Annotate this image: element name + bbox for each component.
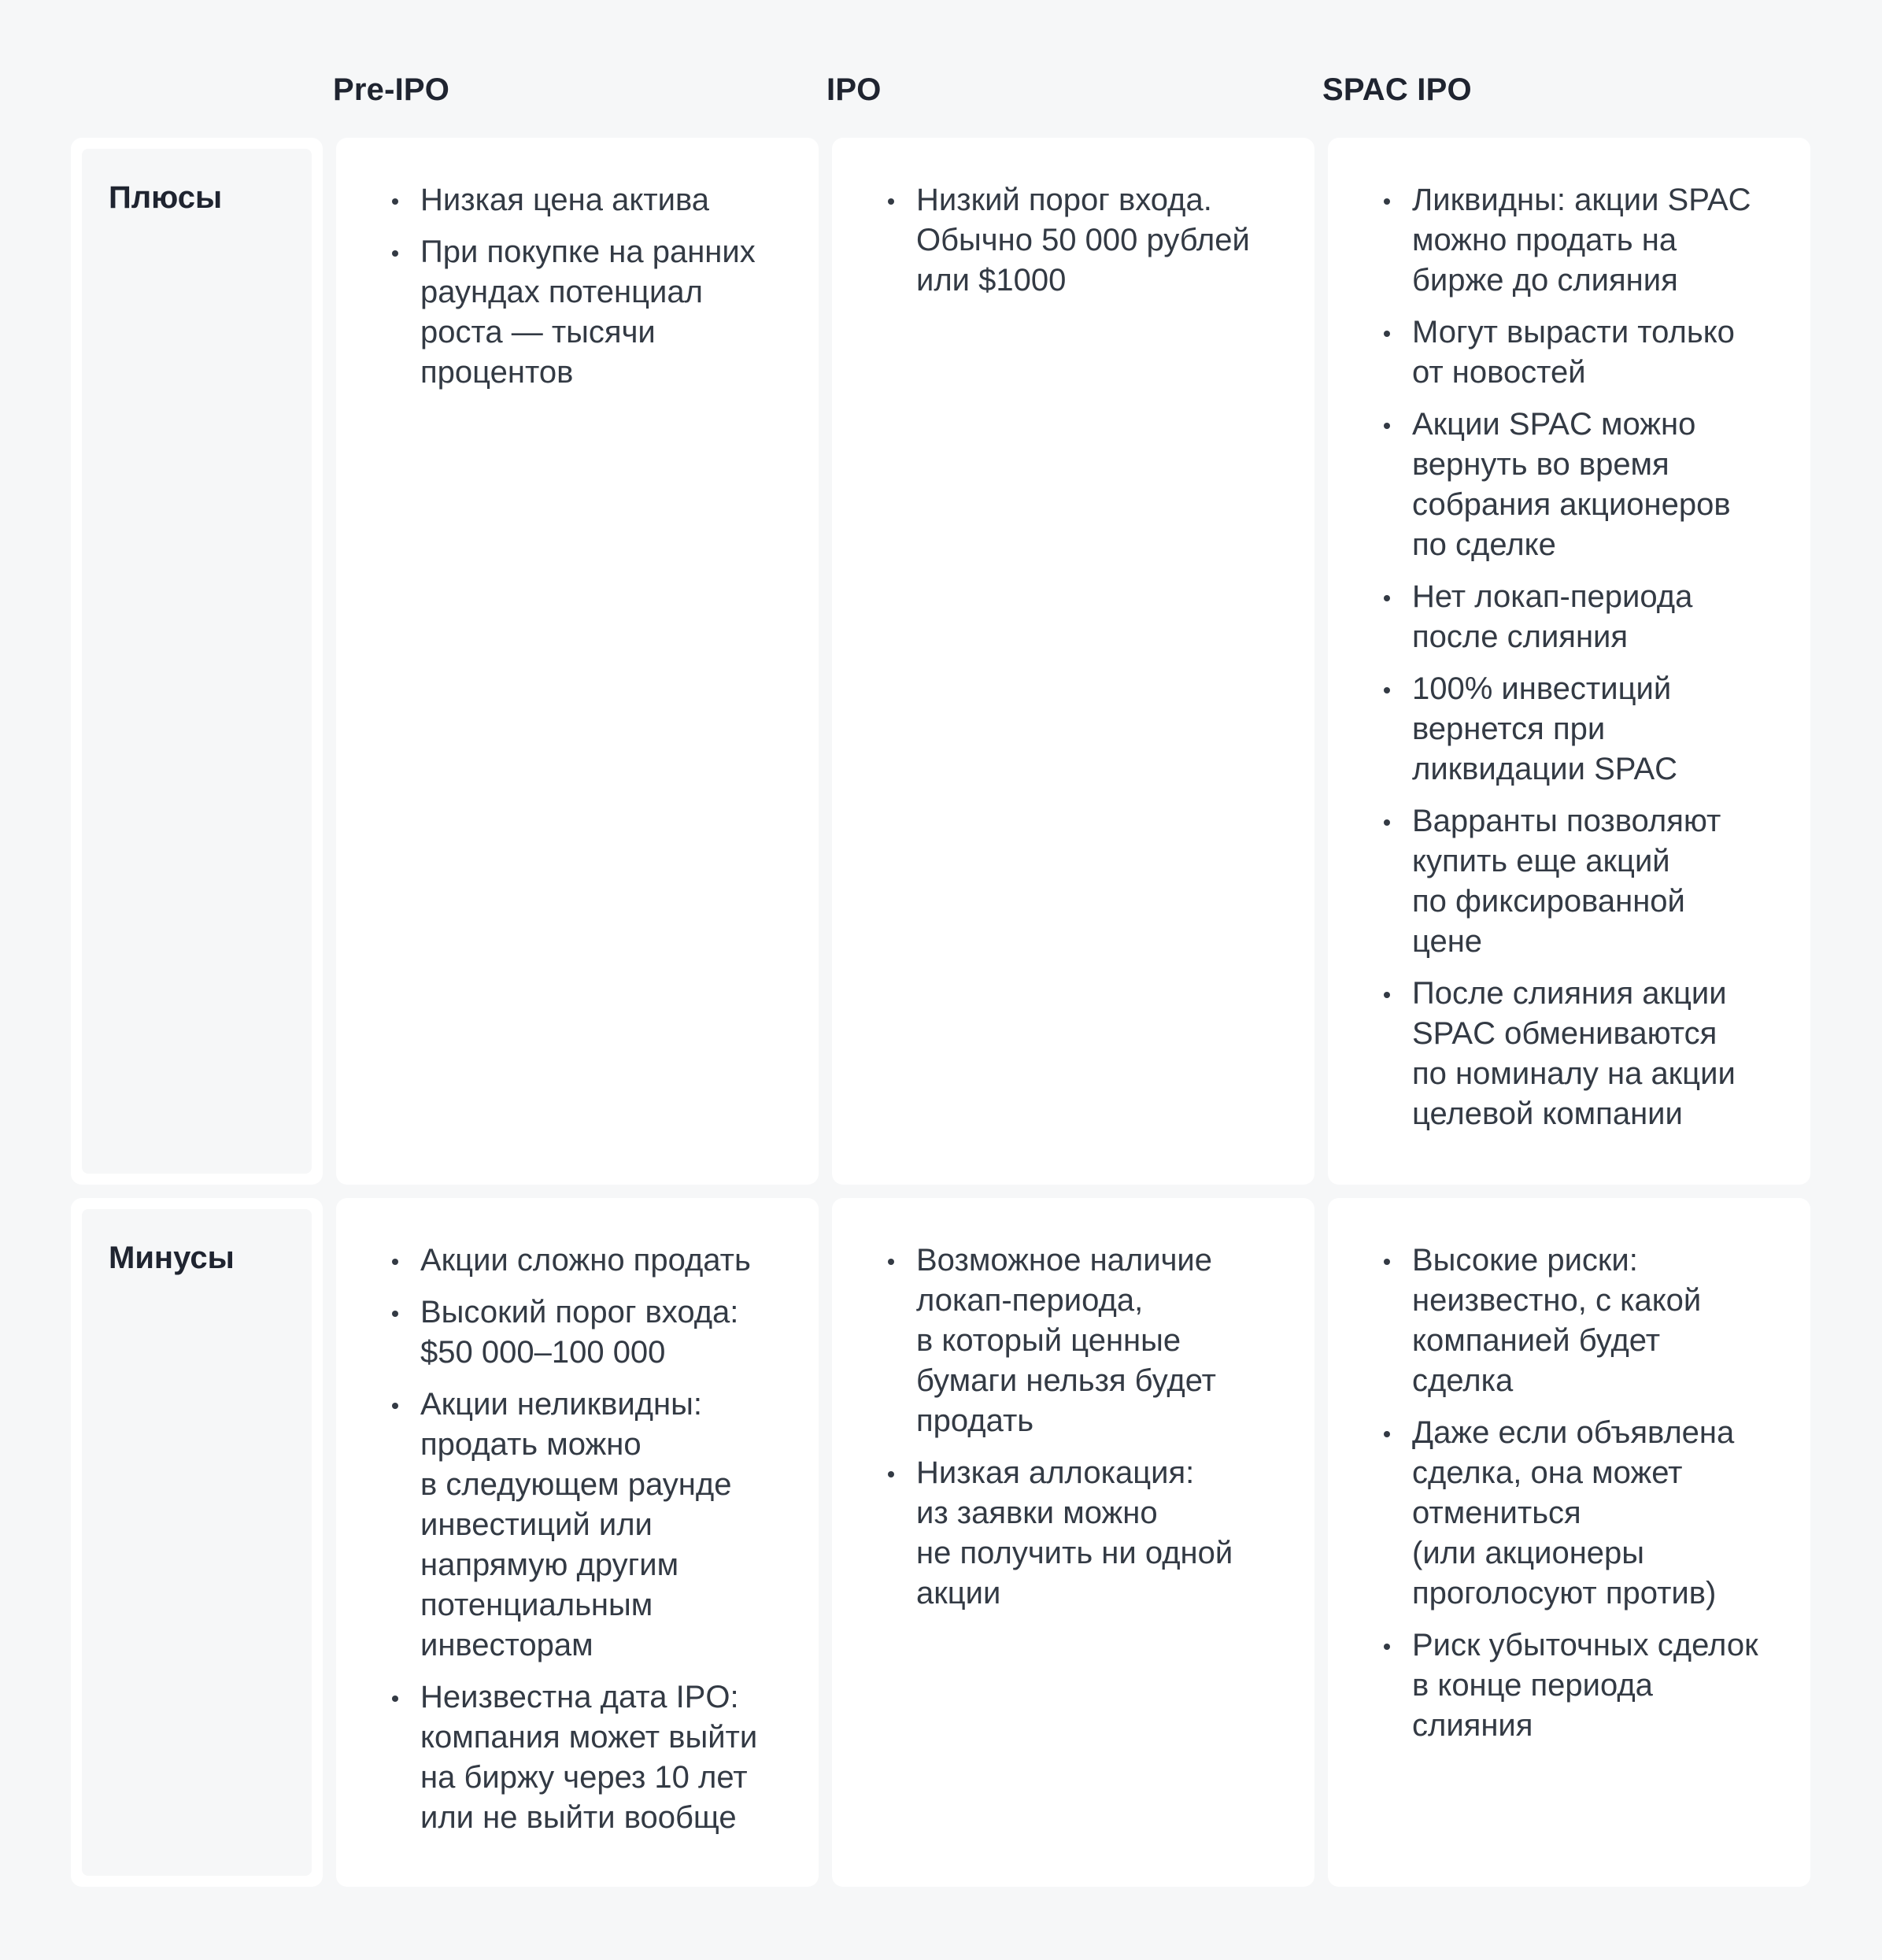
list-item-line: локап-периода, bbox=[916, 1283, 1144, 1318]
list-item-line: акции bbox=[916, 1576, 1001, 1611]
list-item-line: Акции сложно продать bbox=[420, 1243, 751, 1278]
list-item bbox=[1412, 405, 1791, 565]
list-item-line: или $1000 bbox=[916, 263, 1067, 298]
list-item-line: Варранты позволяют bbox=[1412, 804, 1721, 838]
list-item-line: Высокие риски: bbox=[1412, 1243, 1638, 1278]
list-item-line: по сделке bbox=[1412, 527, 1556, 562]
list-item bbox=[420, 1385, 800, 1666]
list-item bbox=[1412, 577, 1791, 657]
list-item-line: купить еще акций bbox=[1412, 844, 1670, 878]
list-item bbox=[1412, 669, 1791, 790]
list-item bbox=[1412, 1241, 1791, 1401]
list-item bbox=[420, 1292, 800, 1373]
list-item-line: или не выйти вообще bbox=[420, 1800, 737, 1835]
cell-pros-pre-ipo bbox=[336, 138, 819, 1185]
list-item-line: на биржу через 10 лет bbox=[420, 1760, 748, 1795]
list-item-line: процентов bbox=[420, 355, 574, 390]
list-item-line: Низкий порог входа. bbox=[916, 183, 1212, 217]
list-item-line: бирже до слияния bbox=[1412, 263, 1678, 298]
list-item-line: сделка, она может bbox=[1412, 1455, 1683, 1490]
list-item bbox=[1412, 180, 1791, 301]
list-item-line: 100% инвестиций bbox=[1412, 671, 1672, 706]
list-cons-spac-ipo bbox=[1412, 1241, 1791, 1758]
row-label-text: Плюсы bbox=[82, 149, 312, 1174]
cell-cons-ipo bbox=[832, 1198, 1314, 1887]
header-spac-ipo: SPAC IPO bbox=[1322, 72, 1472, 107]
list-item-line: Нет локап-периода bbox=[1412, 579, 1693, 614]
list-item-line: цене bbox=[1412, 924, 1483, 959]
list-item-line: После слияния акции bbox=[1412, 976, 1727, 1011]
list-item-line: неизвестно, с какой bbox=[1412, 1283, 1702, 1318]
list-item-line: по фиксированной bbox=[1412, 884, 1685, 919]
list-item-line: сделка bbox=[1412, 1363, 1514, 1398]
list-item-line: Даже если объявлена bbox=[1412, 1415, 1735, 1450]
list-item-line: продать можно bbox=[420, 1427, 642, 1462]
header-ipo: IPO bbox=[826, 72, 882, 107]
list-pros-pre-ipo bbox=[420, 180, 800, 405]
list-item bbox=[916, 1453, 1296, 1614]
list-cons-ipo bbox=[916, 1241, 1296, 1625]
list-item-line: Низкая цена актива bbox=[420, 183, 710, 217]
list-item-line: проголосуют против) bbox=[1412, 1576, 1717, 1611]
list-item bbox=[1412, 312, 1791, 393]
list-item-line: продать bbox=[916, 1403, 1034, 1438]
list-item-line: Высокий порог входа: bbox=[420, 1295, 739, 1329]
list-item bbox=[420, 232, 800, 393]
list-item-line: Ликвидны: акции SPAC bbox=[1412, 183, 1751, 217]
row-label-cons bbox=[71, 1198, 323, 1887]
list-item-line: не получить ни одной bbox=[916, 1536, 1233, 1570]
list-item-line: отмениться bbox=[1412, 1496, 1581, 1530]
row-label-text: Минусы bbox=[82, 1209, 312, 1876]
list-item-line: Акции неликвидны: bbox=[420, 1387, 702, 1422]
list-item-line: Акции SPAC можно bbox=[1412, 407, 1696, 442]
list-item-line: Могут вырасти только bbox=[1412, 315, 1735, 349]
list-item-line: Неизвестна дата IPO: bbox=[420, 1680, 739, 1714]
list-item-line: инвесторам bbox=[420, 1628, 593, 1662]
list-item-line: напрямую другим bbox=[420, 1548, 679, 1582]
list-item bbox=[1412, 974, 1791, 1134]
list-item-line: вернуть во время bbox=[1412, 447, 1669, 482]
list-item-line: Риск убыточных сделок bbox=[1412, 1628, 1758, 1662]
cell-cons-spac-ipo bbox=[1328, 1198, 1810, 1887]
list-item bbox=[420, 1677, 800, 1838]
list-item bbox=[916, 1241, 1296, 1441]
list-item-line: Обычно 50 000 рублей bbox=[916, 223, 1250, 257]
list-item-line: слияния bbox=[1412, 1708, 1533, 1743]
list-item-line: роста — тысячи bbox=[420, 315, 656, 349]
list-item bbox=[420, 1241, 800, 1281]
list-item bbox=[1412, 1413, 1791, 1614]
list-item-line: из заявки можно bbox=[916, 1496, 1158, 1530]
list-item-line: Возможное наличие bbox=[916, 1243, 1213, 1278]
list-item-line: инвестиций или bbox=[420, 1507, 653, 1542]
list-item-line: бумаги нельзя будет bbox=[916, 1363, 1216, 1398]
list-pros-spac-ipo bbox=[1412, 180, 1791, 1146]
list-item-line: целевой компании bbox=[1412, 1096, 1683, 1131]
list-item bbox=[1412, 1625, 1791, 1746]
list-item bbox=[420, 180, 800, 220]
list-item-line: потенциальным bbox=[420, 1588, 653, 1622]
list-item-line: от новостей bbox=[1412, 355, 1586, 390]
list-item-line: вернется при bbox=[1412, 712, 1606, 746]
list-item-line: компания может выйти bbox=[420, 1720, 758, 1755]
list-item bbox=[1412, 801, 1791, 962]
header-pre-ipo: Pre-IPO bbox=[333, 72, 450, 107]
list-item-line: можно продать на bbox=[1412, 223, 1677, 257]
list-cons-pre-ipo bbox=[420, 1241, 800, 1850]
row-label-pros bbox=[71, 138, 323, 1185]
list-item-line: собрания акционеров bbox=[1412, 487, 1731, 522]
list-item-line: в конце периода bbox=[1412, 1668, 1653, 1703]
list-item-line: раундах потенциал bbox=[420, 275, 703, 309]
cell-pros-spac-ipo bbox=[1328, 138, 1810, 1185]
list-item-line: компанией будет bbox=[1412, 1323, 1661, 1358]
list-item-line: При покупке на ранних bbox=[420, 235, 756, 269]
list-item-line: по номиналу на акции bbox=[1412, 1056, 1736, 1091]
list-item-line: SPAC обмениваются bbox=[1412, 1016, 1717, 1051]
list-item bbox=[916, 180, 1296, 301]
list-pros-ipo bbox=[916, 180, 1296, 312]
list-item-line: в который ценные bbox=[916, 1323, 1181, 1358]
cell-cons-pre-ipo bbox=[336, 1198, 819, 1887]
cell-pros-ipo bbox=[832, 138, 1314, 1185]
list-item-line: (или акционеры bbox=[1412, 1536, 1645, 1570]
list-item-line: после слияния bbox=[1412, 619, 1629, 654]
list-item-line: ликвидации SPAC bbox=[1412, 752, 1678, 786]
list-item-line: $50 000–100 000 bbox=[420, 1335, 666, 1370]
list-item-line: Низкая аллокация: bbox=[916, 1455, 1195, 1490]
list-item-line: в следующем раунде bbox=[420, 1467, 732, 1502]
